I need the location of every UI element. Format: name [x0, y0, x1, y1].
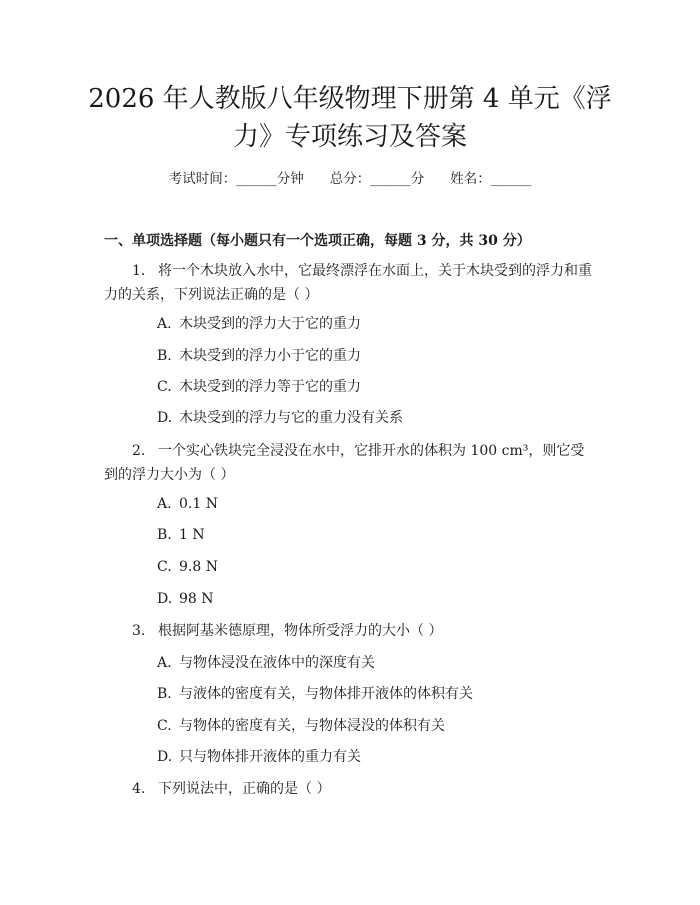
title-line-1: 2026 年人教版八年级物理下册第 4 单元《浮 [88, 84, 612, 114]
question-1-option-a [157, 314, 361, 334]
question-text: 将一个木块放入水中，它最终漂浮在水面上，关于木块受到的浮力和重力的关系，下列说法正确的是（ ） [104, 263, 592, 303]
question-1-option-b [157, 346, 361, 366]
question-2-option-a [157, 494, 218, 514]
question-text: 一个实心铁块完全浸没在水中，它排开水的体积为 100 cm³，则它受到的浮力大小为（ ） [104, 443, 585, 483]
option-text: 9.8 N [179, 559, 218, 575]
question-3-stem [104, 619, 598, 643]
question-1-stem [104, 259, 598, 307]
option-text: 与液体的密度有关，与物体排开液体的体积有关 [179, 686, 473, 702]
option-letter: A. [157, 496, 172, 512]
student-name-field: 姓名：______ [450, 171, 532, 187]
question-2-option-b [157, 525, 205, 545]
question-number: 4. [132, 781, 146, 797]
question-1-option-d [157, 408, 403, 428]
option-letter: B. [157, 527, 172, 543]
question-number: 2. [132, 443, 146, 459]
option-letter: A. [157, 655, 172, 671]
option-text: 只与物体排开液体的重力有关 [179, 749, 361, 765]
option-text: 与物体浸没在液体中的深度有关 [179, 655, 375, 671]
question-number: 1. [132, 263, 146, 279]
option-text: 98 N [179, 591, 214, 607]
option-letter: D. [157, 591, 173, 607]
exam-time-field: 考试时间：______分钟 [168, 171, 304, 187]
question-3-option-d [157, 747, 361, 767]
title-line-2: 力》专项练习及答案 [232, 122, 467, 152]
option-text: 木块受到的浮力等于它的重力 [179, 379, 361, 395]
option-text: 木块受到的浮力小于它的重力 [179, 348, 361, 364]
option-text: 木块受到的浮力与它的重力没有关系 [179, 410, 403, 426]
option-letter: C. [157, 718, 172, 734]
question-text: 下列说法中，正确的是（ ） [158, 781, 331, 797]
option-letter: C. [157, 559, 172, 575]
option-text: 木块受到的浮力大于它的重力 [179, 316, 361, 332]
question-3-option-c [157, 716, 445, 736]
option-text: 与物体的密度有关，与物体浸没的体积有关 [179, 718, 445, 734]
question-3-option-b [157, 684, 473, 704]
option-text: 0.1 N [179, 496, 218, 512]
question-2-stem [104, 439, 598, 487]
question-number: 3. [132, 623, 146, 639]
option-letter: D. [157, 749, 173, 765]
document-title [80, 80, 620, 156]
option-letter: D. [157, 410, 173, 426]
section-heading: 一、单项选择题（每小题只有一个选项正确，每题 3 分，共 30 分） [104, 233, 531, 249]
option-text: 1 N [179, 527, 205, 543]
question-2-option-d [157, 589, 214, 609]
exam-info-line [0, 169, 700, 189]
question-text: 根据阿基米德原理，物体所受浮力的大小（ ） [158, 623, 443, 639]
option-letter: C. [157, 379, 172, 395]
option-letter: A. [157, 316, 172, 332]
question-3-option-a [157, 653, 375, 673]
total-score-field: 总分：______分 [329, 171, 425, 187]
question-1-option-c [157, 377, 361, 397]
option-letter: B. [157, 686, 172, 702]
option-letter: B. [157, 348, 172, 364]
question-2-option-c [157, 557, 218, 577]
question-4-stem [104, 777, 598, 801]
